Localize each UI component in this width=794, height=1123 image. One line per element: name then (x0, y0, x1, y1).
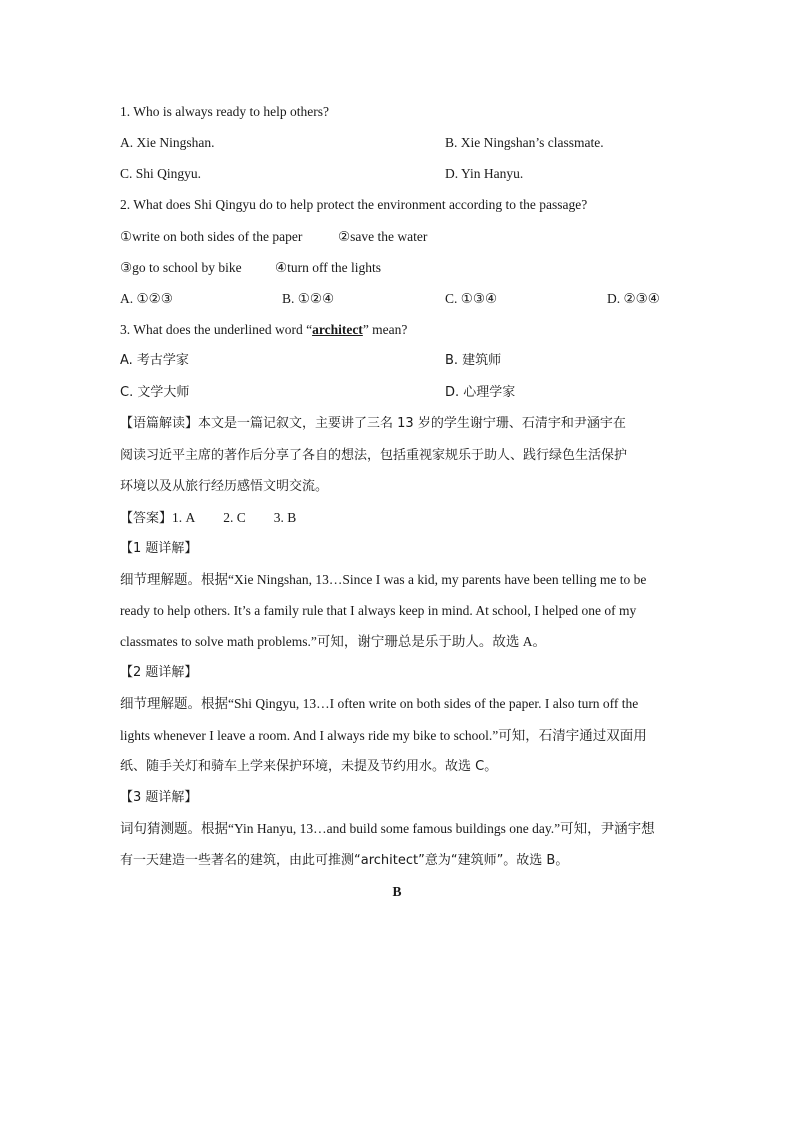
q2-item-1: ①write on both sides of the paper (120, 229, 303, 244)
detail1-label: 【1 题详解】 (120, 541, 198, 556)
detail2-line-3: 纸、随手关灯和骑车上学来保护环境，未提及节约用水。故选 C。 (120, 759, 498, 774)
analysis-text-1: 本文是一篇记叙文，主要讲了三名 13 岁的学生谢宁珊、石清宇和尹涵宇在 (198, 416, 626, 431)
detail2-label: 【2 题详解】 (120, 665, 198, 680)
q3-question-start: 3. What does the underlined word “ (120, 322, 313, 337)
detail3-label: 【3 题详解】 (120, 790, 198, 805)
q1-question: 1. Who is always ready to help others? (120, 104, 329, 119)
detail3-line-1: 词句猜测题。根据“Yin Hanyu, 13…and build some famous buildings one day.”可知，尹涵宇想 (120, 821, 655, 836)
q2-question: 2. What does Shi Qingyu do to help protect the environment according to the passage? (120, 197, 588, 212)
analysis-label: 【语篇解读】 (120, 416, 199, 431)
answer-3: 3. B (273, 510, 297, 525)
detail2-line-1: 细节理解题。根据“Shi Qingyu, 13…I often write on both sides of the paper. I also turn off the (120, 696, 639, 711)
q2-item-3: ③go to school by bike (120, 260, 242, 275)
q3-option-b: B. 建筑师 (445, 353, 502, 368)
detail1-line-3: classmates to solve math problems.”可知，谢宁珊总是乐于助人。故选 A。 (120, 634, 546, 649)
analysis-line-1 (120, 414, 626, 434)
q2-option-d: D. ②③④ (607, 291, 660, 306)
q3-question (120, 320, 407, 340)
q2-item-4: ④turn off the lights (275, 260, 381, 275)
answer-label: 【答案】 (120, 511, 173, 526)
detail3-line-2: 有一天建造一些著名的建筑，由此可推测“architect”意为“建筑师”。故选 B。 (120, 853, 569, 868)
q1-option-c: C. Shi Qingyu. (120, 166, 202, 181)
q3-underlined-word: architect (312, 322, 363, 337)
q3-option-a: A. 考古学家 (120, 353, 189, 368)
answer-line (120, 508, 296, 529)
detail1-line-1: 细节理解题。根据“Xie Ningshan, 13…Since I was a kid, my parents have been telling me to be (120, 572, 647, 587)
q1-option-a: A. Xie Ningshan. (120, 135, 215, 150)
section-label: B (392, 884, 402, 899)
analysis-line-2: 阅读习近平主席的著作后分享了各自的想法，包括重视家规乐于助人、践行绿色生活保护 (120, 448, 628, 463)
answer-1: 1. A (172, 510, 196, 525)
q3-question-end: ” mean? (362, 322, 408, 337)
q3-option-d: D. 心理学家 (445, 385, 516, 400)
q2-option-b: B. ①②④ (282, 291, 335, 306)
q3-option-c: C. 文学大师 (120, 385, 190, 400)
answer-2: 2. C (223, 510, 246, 525)
q2-item-2: ②save the water (338, 229, 428, 244)
q2-option-c: C. ①③④ (445, 291, 498, 306)
q2-option-a: A. ①②③ (120, 291, 173, 306)
analysis-line-3: 环境以及从旅行经历感悟文明交流。 (120, 479, 329, 494)
detail2-line-2: lights whenever I leave a room. And I always ride my bike to school.”可知，石清宇通过双面用 (120, 728, 647, 743)
q1-option-d: D. Yin Hanyu. (445, 166, 524, 181)
detail1-line-2: ready to help others. It’s a family rule that I always keep in mind. At school, I helped one of my (120, 603, 637, 618)
q1-option-b: B. Xie Ningshan’s classmate. (445, 135, 604, 150)
